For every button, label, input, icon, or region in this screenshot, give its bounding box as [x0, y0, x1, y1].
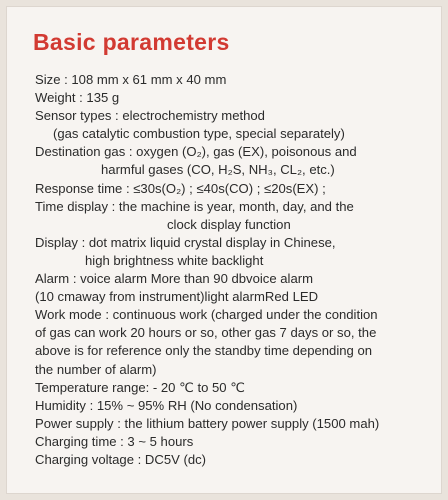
- param-work-mode-cont-2: above is for reference only the standby time depending on: [35, 343, 373, 359]
- param-destination-gas: Destination gas : oxygen (O₂), gas (EX), poisonous and: [35, 144, 357, 160]
- param-work-mode: Work mode : continuous work (charged under the condition: [35, 307, 378, 323]
- param-time-display: Time display : the machine is year, month, day, and the: [35, 198, 354, 214]
- param-alarm-cont: (10 cmaway from instrument)light alarmRed LED: [35, 289, 319, 305]
- param-sensor-types: Sensor types : electrochemistry method: [35, 108, 265, 124]
- param-display-cont: high brightness white backlight: [85, 252, 264, 268]
- param-work-mode-cont-3: the number of alarm): [35, 361, 157, 377]
- section-title: Basic parameters: [33, 29, 230, 55]
- param-charging-voltage: Charging voltage : DC5V (dc): [35, 451, 207, 467]
- spec-card: [6, 6, 442, 494]
- param-weight: Weight : 135 g: [35, 90, 120, 106]
- param-display: Display : dot matrix liquid crystal display in Chinese,: [35, 234, 336, 250]
- param-size: Size : 108 mm x 61 mm x 40 mm: [35, 72, 227, 87]
- param-charging-time: Charging time : 3 ~ 5 hours: [35, 433, 194, 449]
- parameter-list: [35, 71, 435, 469]
- param-sensor-types-cont: (gas catalytic combustion type, special separately): [53, 126, 345, 142]
- param-power-supply: Power supply : the lithium battery power supply (1500 mah): [35, 415, 380, 431]
- param-alarm: Alarm : voice alarm More than 90 dbvoice alarm: [35, 271, 313, 287]
- param-response-time: Response time : ≤30s(O₂) ; ≤40s(CO) ; ≤20s(EX) ;: [35, 180, 326, 196]
- param-destination-gas-cont: harmful gases (CO, H₂S, NH₃, CL₂, etc.): [101, 162, 335, 178]
- param-humidity: Humidity : 15% ~ 95% RH (No condensation): [35, 397, 298, 413]
- param-temperature-range: Temperature range: - 20 ℃ to 50 ℃: [35, 379, 245, 395]
- param-work-mode-cont-1: of gas can work 20 hours or so, other gas 7 days or so, the: [35, 325, 377, 341]
- param-time-display-cont: clock display function: [167, 216, 291, 232]
